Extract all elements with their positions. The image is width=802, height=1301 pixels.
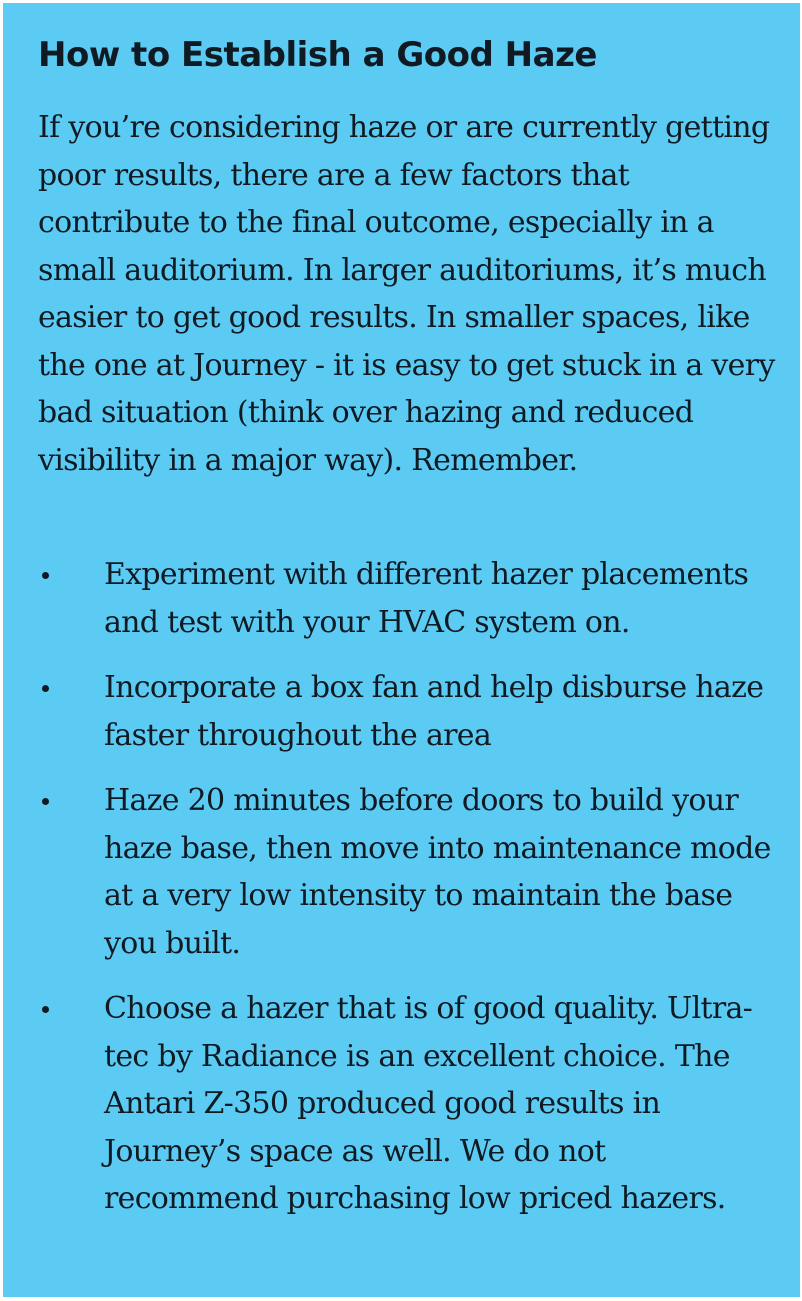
intro-paragraph: If you’re considering haze or are currently getting poor results, there are a few factors that contribute to the final outcome, especially in a small auditorium. In larger auditoriums, it’s much easier to get good results. In smaller spaces, like the one at Journey - it is easy to get stuck in a very bad situation (think over hazing and reduced visibility in a major way). Remember. — [38, 110, 775, 478]
bullet-icon — [42, 685, 49, 692]
list-item — [38, 551, 783, 646]
list-item — [38, 777, 783, 967]
bullet-icon — [42, 1006, 49, 1013]
panel-title: How to Establish a Good Haze — [38, 35, 597, 75]
info-panel — [3, 3, 800, 1297]
list-item-text: Experiment with different hazer placements and test with your HVAC system on. — [104, 557, 749, 640]
list-item — [38, 664, 783, 759]
list-item-text: Haze 20 minutes before doors to build your haze base, then move into maintenance mode at a very low intensity to maintain the base you built. — [104, 783, 771, 961]
list-item — [38, 985, 783, 1223]
list-item-text: Incorporate a box fan and help disburse haze faster throughout the area — [104, 670, 764, 753]
bullet-icon — [42, 798, 49, 805]
list-item-text: Choose a hazer that is of good quality. Ultra-tec by Radiance is an excellent choice. The Antari Z-350 produced good results in Journey’s space as well. We do not recommend purchasing low priced hazers. — [104, 991, 753, 1216]
bullet-icon — [42, 572, 49, 579]
tips-list — [38, 551, 783, 1241]
